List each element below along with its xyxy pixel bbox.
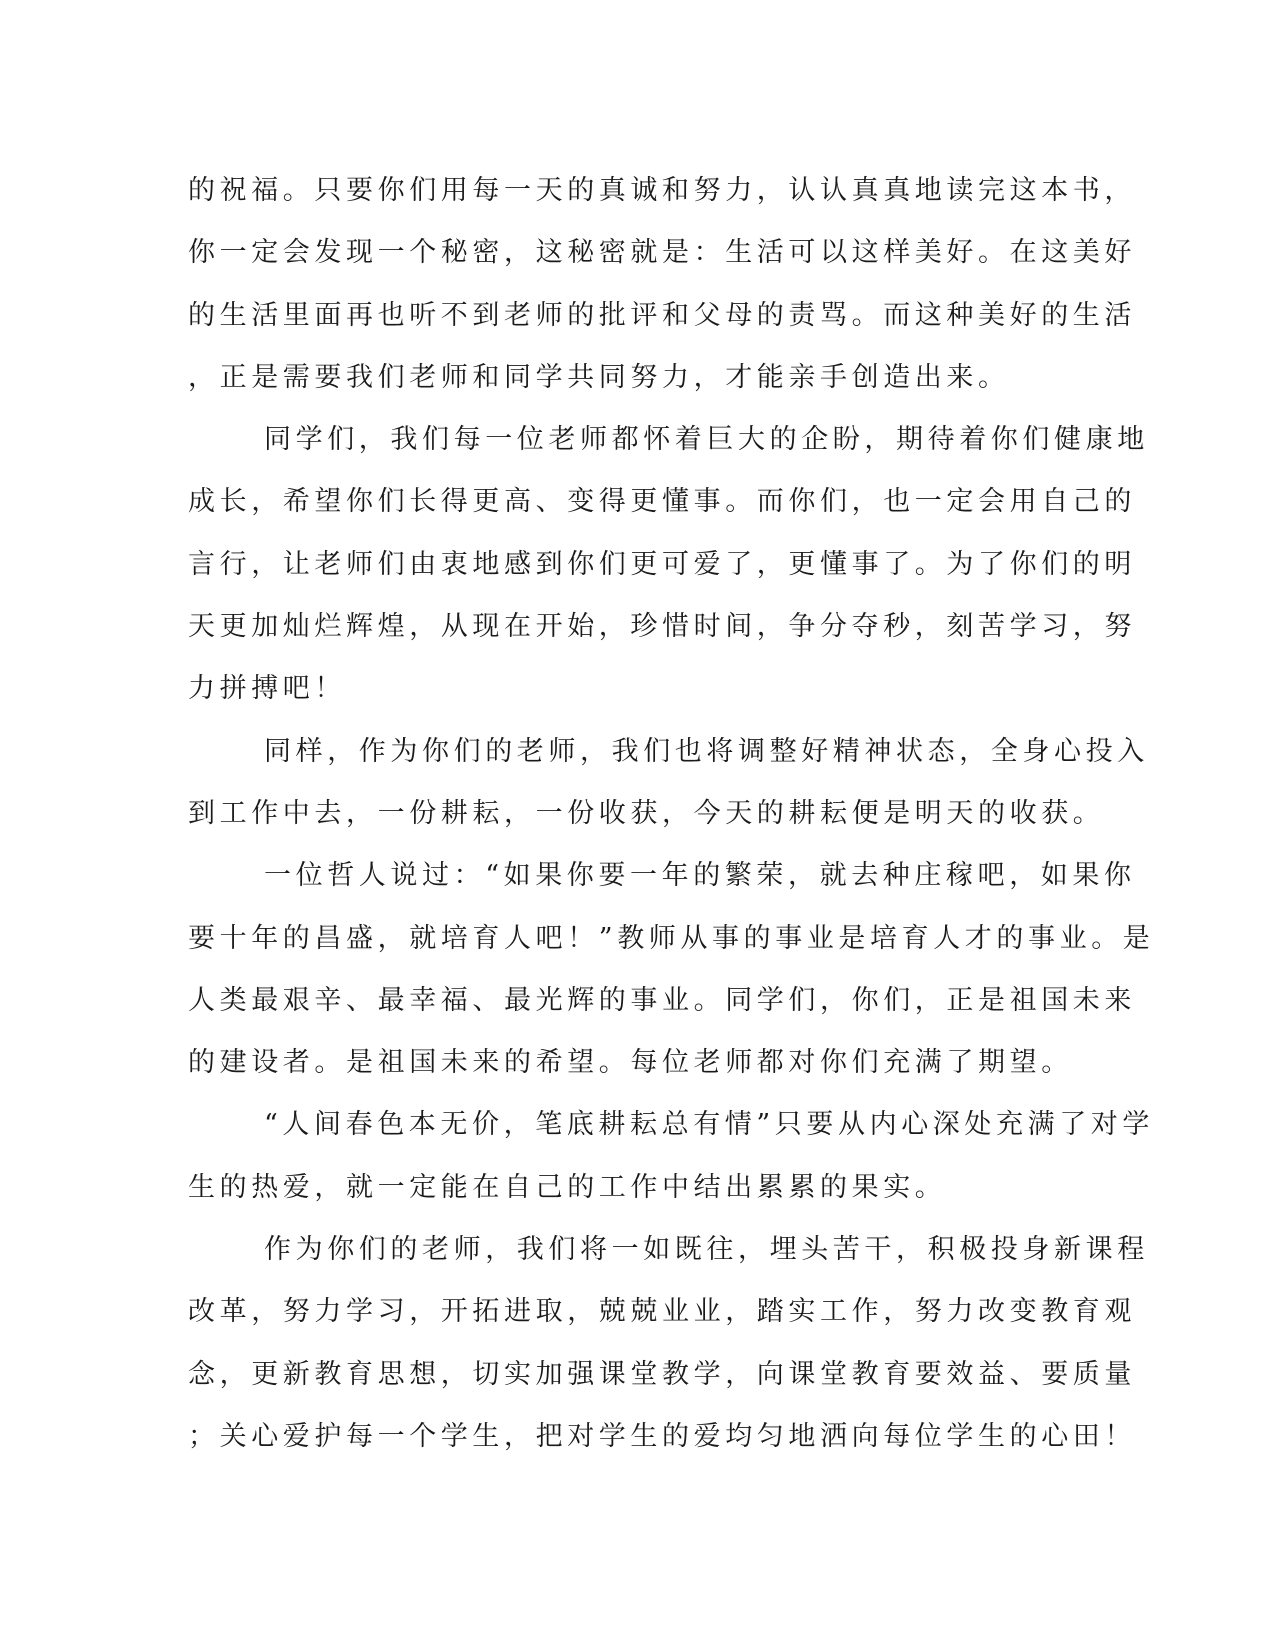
paragraph-first-line: “人间春色本无价，笔底耕耘总有情”只要从内心深处充满了对学 (264, 1109, 1155, 1141)
text-line: 的祝福。只要你们用每一天的真诚和努力，认认真真地读完这本书， (188, 175, 1136, 206)
text-line: 力拼搏吧！ (188, 673, 346, 705)
text-line: 天更加灿烂辉煌，从现在开始，珍惜时间，争分夺秒，刻苦学习，努 (188, 611, 1136, 643)
text-line: 言行，让老师们由衷地感到你们更可爱了，更懂事了。为了你们的明 (188, 548, 1136, 580)
text-line: 念，更新教育思想，切实加强课堂教学，向课堂教育要效益、要质量 (188, 1358, 1136, 1390)
text-line: 生的热爱，就一定能在自己的工作中结出累累的果实。 (188, 1171, 947, 1203)
paragraph-first-line: 同样，作为你们的老师，我们也将调整好精神状态，全身心投入 (264, 735, 1149, 767)
body-text (188, 160, 1155, 1468)
text-line: 人类最艰辛、最幸福、最光辉的事业。同学们，你们，正是祖国未来 (188, 984, 1136, 1016)
text-line: ，正是需要我们老师和同学共同努力，才能亲手创造出来。 (188, 361, 1010, 393)
paragraph-first-line: 作为你们的老师，我们将一如既往，埋头苦干，积极投身新课程 (264, 1234, 1149, 1266)
text-line: 改革，努力学习，开拓进取，兢兢业业，踏实工作，努力改变教育观 (188, 1296, 1136, 1328)
paragraph-first-line: 同学们，我们每一位老师都怀着巨大的企盼，期待着你们健康地 (264, 424, 1149, 456)
text-line: 的建设者。是祖国未来的希望。每位老师都对你们充满了期望。 (188, 1047, 1073, 1079)
text-line: 到工作中去，一份耕耘，一份收获，今天的耕耘便是明天的收获。 (188, 797, 1105, 829)
text-line: 你一定会发现一个秘密，这秘密就是：生活可以这样美好。在这美好 (188, 237, 1136, 269)
paragraph-first-line: 一位哲人说过：“如果你要一年的繁荣，就去种庄稼吧，如果你 (264, 860, 1136, 892)
text-line: ；关心爱护每一个学生，把对学生的爱均匀地洒向每位学生的心田！ (188, 1420, 1136, 1452)
text-line: 成长，希望你们长得更高、变得更懂事。而你们，也一定会用自己的 (188, 486, 1136, 518)
text-line: 的生活里面再也听不到老师的批评和父母的责骂。而这种美好的生活 (188, 299, 1136, 331)
text-line: 要十年的昌盛，就培育人吧！”教师从事的事业是培育人才的事业。是 (188, 922, 1155, 954)
